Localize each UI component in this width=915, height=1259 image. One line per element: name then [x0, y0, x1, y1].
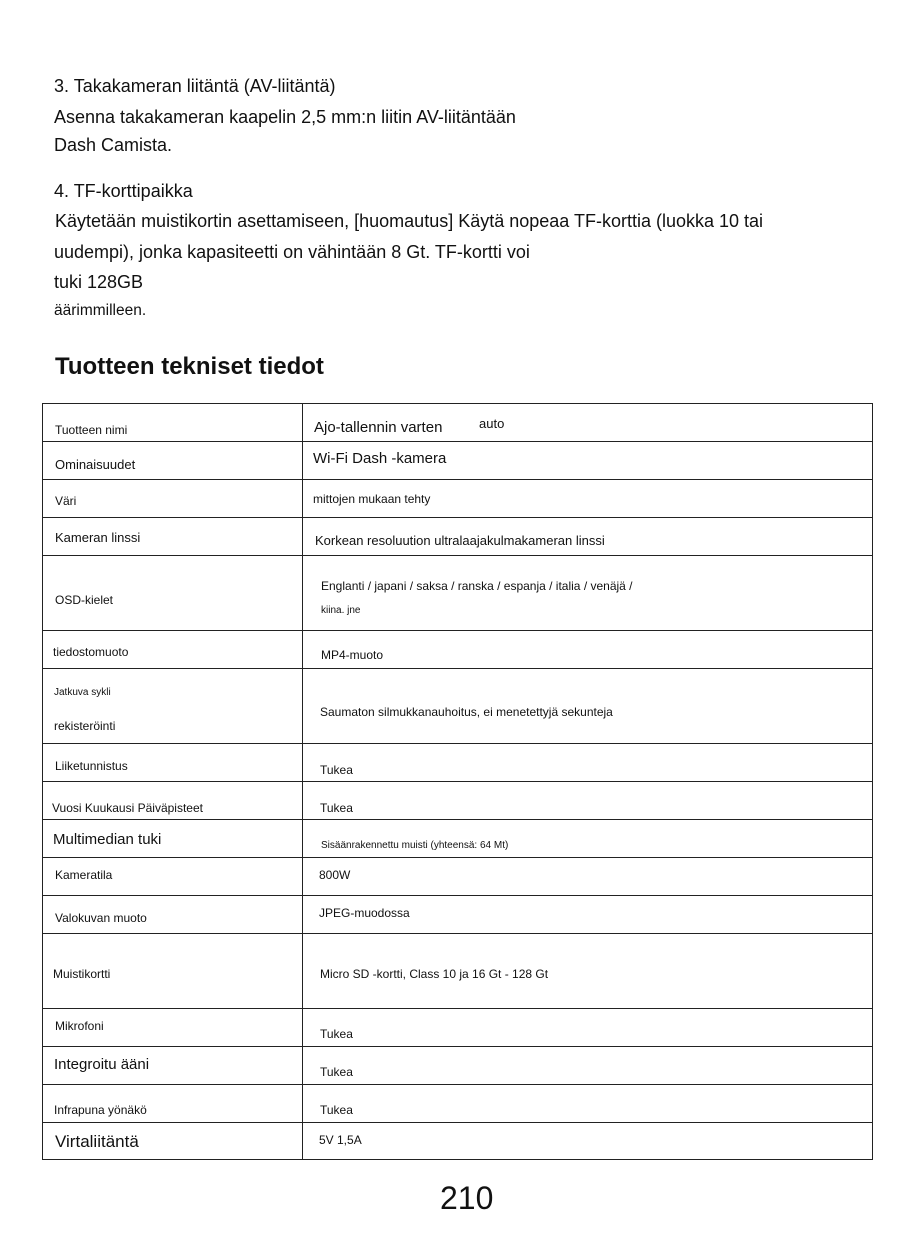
spec-label-cell [43, 1009, 303, 1047]
page-number: 210 [440, 1180, 494, 1216]
spec-value: Wi-Fi Dash -kamera [313, 450, 447, 467]
spec-value-cell [303, 404, 873, 442]
spec-value: mittojen mukaan tehty [313, 492, 431, 506]
spec-label: Muistikortti [53, 967, 111, 981]
spec-value: Tukea [320, 763, 353, 777]
specs-heading: Tuotteen tekniset tiedot [55, 353, 324, 380]
spec-value: Ajo-tallennin varten [314, 419, 443, 436]
spec-value: Sisäänrakennettu muisti (yhteensä: 64 Mt) [321, 840, 509, 851]
spec-label-cell [43, 1085, 303, 1123]
spec-value: Tukea [320, 1027, 353, 1041]
spec-label: tiedostomuoto [53, 645, 129, 659]
spec-label: Ominaisuudet [55, 457, 136, 472]
spec-value: Korkean resoluution ultralaajakulmakameran linssi [315, 533, 605, 548]
spec-label-cell [43, 518, 303, 556]
section-4-text-line-4: äärimmilleen. [54, 302, 147, 319]
table-row [43, 669, 873, 744]
table-row [43, 1047, 873, 1085]
spec-value: JPEG-muodossa [319, 906, 410, 920]
section-3-text-line-1: Asenna takakameran kaapelin 2,5 mm:n liitin AV-liitäntään [54, 107, 516, 127]
spec-value-cell [303, 556, 873, 631]
spec-value-cell [303, 631, 873, 669]
spec-label: Liiketunnistus [55, 759, 128, 773]
spec-value-extra: auto [479, 416, 505, 431]
spec-label-cell [43, 896, 303, 934]
spec-label: Jatkuva sykli [54, 687, 111, 698]
spec-label-cell [43, 820, 303, 858]
spec-value: MP4-muoto [321, 648, 384, 662]
spec-value-cell [303, 858, 873, 896]
table-row [43, 556, 873, 631]
spec-value-cell [303, 1085, 873, 1123]
spec-label: Multimedian tuki [53, 831, 162, 848]
spec-label-cell [43, 858, 303, 896]
spec-value-cell [303, 744, 873, 782]
spec-label: Kameran linssi [55, 530, 141, 545]
spec-label-cell [43, 934, 303, 1009]
spec-label-cell [43, 480, 303, 518]
spec-value: Saumaton silmukkanauhoitus, ei menetettyjä sekunteja [320, 705, 613, 719]
spec-value: Tukea [320, 1065, 353, 1079]
spec-label-cell [43, 404, 303, 442]
spec-value: 800W [319, 868, 351, 882]
spec-label: Integroitu ääni [54, 1056, 150, 1073]
spec-value: Tukea [320, 801, 353, 815]
spec-value-cell [303, 934, 873, 1009]
spec-value-cell [303, 1047, 873, 1085]
spec-label: OSD-kielet [55, 593, 114, 607]
section-3-text-line-2: Dash Camista. [54, 135, 173, 155]
table-row [43, 934, 873, 1009]
spec-label: Vuosi Kuukausi Päiväpisteet [52, 801, 203, 815]
spec-label-cell [43, 631, 303, 669]
spec-label: Kameratila [55, 868, 113, 882]
spec-value-cell [303, 442, 873, 480]
spec-label-cell [43, 744, 303, 782]
spec-value: Tukea [320, 1103, 353, 1117]
spec-value-cell [303, 669, 873, 744]
spec-value: 5V 1,5A [319, 1133, 362, 1147]
spec-label-cell [43, 669, 303, 744]
section-3-title: 3. Takakameran liitäntä (AV-liitäntä) [54, 76, 336, 96]
table-row [43, 858, 873, 896]
table-row [43, 442, 873, 480]
table-row [43, 404, 873, 442]
section-4-text-line-3: tuki 128GB [54, 272, 144, 292]
spec-label-cell [43, 442, 303, 480]
table-row [43, 820, 873, 858]
spec-label: Tuotteen nimi [55, 423, 128, 437]
section-4-title: 4. TF-korttipaikka [54, 181, 193, 201]
spec-label-cell [43, 782, 303, 820]
spec-value-cell [303, 1009, 873, 1047]
spec-value-cell [303, 820, 873, 858]
spec-value-cell [303, 480, 873, 518]
spec-value: Englanti / japani / saksa / ranska / espanja / italia / venäjä / [321, 579, 633, 593]
spec-label-line-2: rekisteröinti [54, 719, 116, 733]
spec-label: Valokuvan muoto [55, 911, 147, 925]
spec-label: Väri [55, 494, 77, 508]
spec-value: Micro SD -kortti, Class 10 ja 16 Gt - 128 Gt [320, 967, 549, 981]
spec-value-cell [303, 896, 873, 934]
table-row [43, 1085, 873, 1123]
spec-value-line-2: kiina. jne [321, 605, 361, 616]
spec-label-cell [43, 556, 303, 631]
spec-value-cell [303, 518, 873, 556]
spec-value-cell [303, 782, 873, 820]
table-row [43, 896, 873, 934]
section-4-text-line-2: uudempi), jonka kapasiteetti on vähintään 8 Gt. TF-kortti voi [54, 242, 530, 262]
table-row [43, 782, 873, 820]
table-row [43, 744, 873, 782]
spec-label-cell [43, 1047, 303, 1085]
specs-table [42, 403, 873, 1160]
table-row [43, 631, 873, 669]
table-row [43, 480, 873, 518]
table-row [43, 1123, 873, 1160]
spec-label: Mikrofoni [55, 1019, 104, 1033]
spec-label-cell [43, 1123, 303, 1160]
table-row [43, 1009, 873, 1047]
section-4-text-line-1: Käytetään muistikortin asettamiseen, [huomautus] Käytä nopeaa TF-korttia (luokka 10 tai [55, 211, 764, 231]
spec-value-cell [303, 1123, 873, 1160]
table-row [43, 518, 873, 556]
spec-label: Infrapuna yönäkö [54, 1103, 147, 1117]
spec-label: Virtaliitäntä [55, 1132, 139, 1151]
